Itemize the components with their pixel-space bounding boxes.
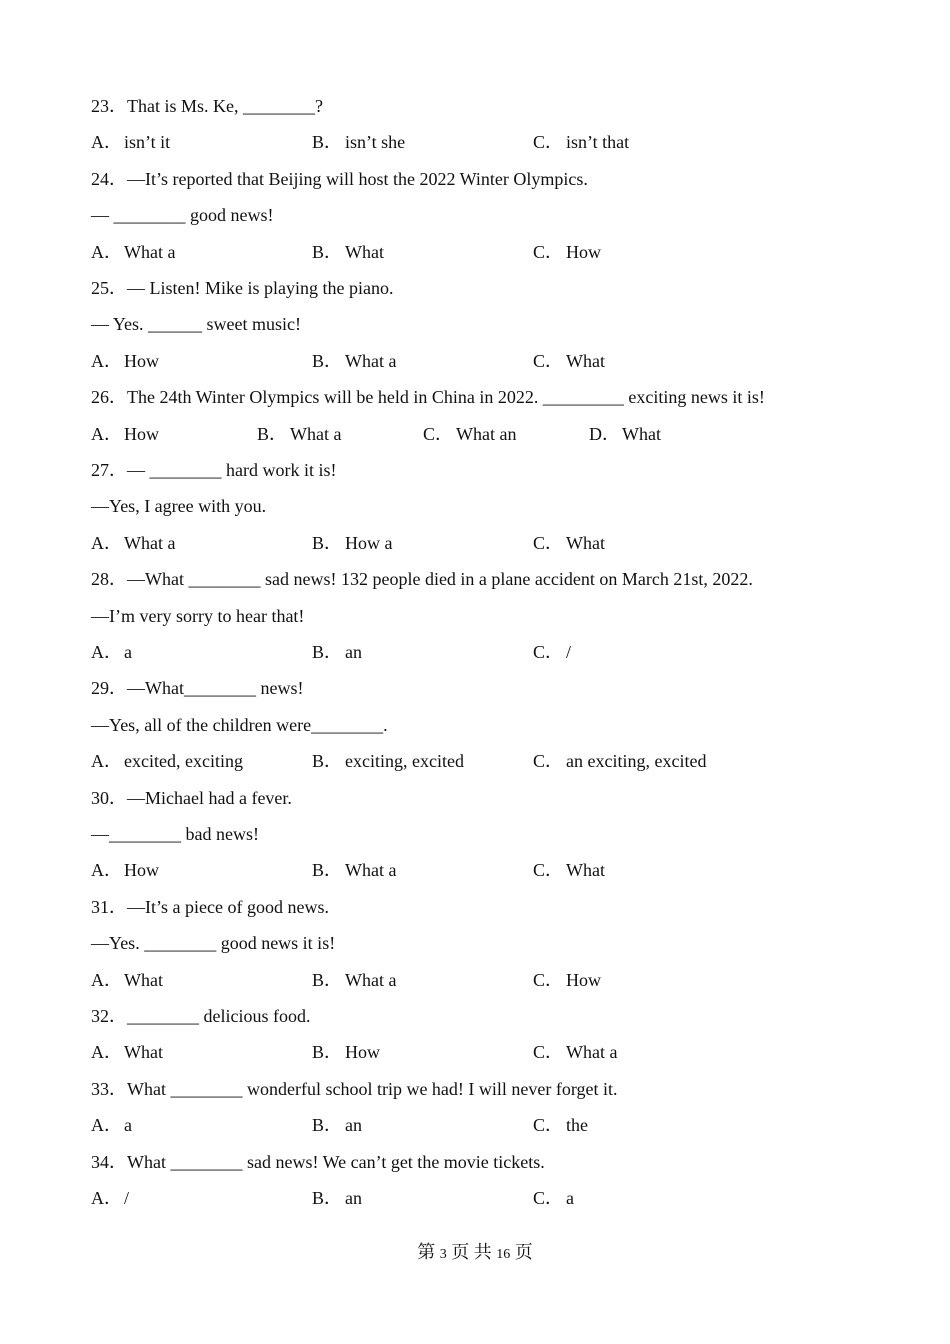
- answer-option[interactable]: [533, 968, 601, 992]
- option-text: What an: [456, 423, 517, 444]
- option-text: What: [566, 860, 605, 881]
- answer-options: [91, 130, 911, 154]
- option-text: a: [124, 642, 132, 662]
- option-text: the: [566, 1115, 588, 1136]
- question-text: That is Ms. Ke, ________?: [127, 96, 323, 116]
- answer-option[interactable]: [312, 858, 396, 882]
- option-letter: B．: [312, 642, 343, 662]
- answer-options: [91, 240, 911, 264]
- option-letter: A．: [91, 350, 122, 371]
- question-dialogue-line: [91, 494, 266, 518]
- answer-options: [91, 749, 911, 773]
- page-footer: [0, 1240, 950, 1267]
- answer-option[interactable]: [533, 240, 601, 264]
- question-stem: [91, 1004, 310, 1028]
- answer-option[interactable]: [533, 1113, 588, 1137]
- option-letter: A．: [91, 241, 122, 262]
- option-text: excited, exciting: [124, 751, 243, 772]
- option-letter: B．: [312, 1188, 343, 1208]
- answer-option[interactable]: [91, 1186, 129, 1210]
- answer-option[interactable]: [91, 749, 243, 773]
- answer-option[interactable]: [257, 422, 341, 446]
- option-letter: C．: [533, 642, 564, 662]
- option-letter: D．: [589, 423, 620, 444]
- option-letter: C．: [533, 241, 564, 262]
- answer-option[interactable]: [533, 531, 605, 555]
- option-letter: B．: [312, 1115, 343, 1136]
- question-dialogue-line: [91, 203, 274, 227]
- option-text: /: [566, 642, 572, 662]
- question-stem: [91, 94, 323, 118]
- question-text: The 24th Winter Olympics will be held in China in 2022. _________ exciting news it is!: [127, 387, 765, 408]
- answer-option[interactable]: [91, 1113, 132, 1137]
- option-text: What: [345, 241, 384, 262]
- answer-option[interactable]: [312, 1113, 362, 1137]
- option-letter: A．: [91, 860, 122, 881]
- question-number: 33．: [91, 1078, 127, 1099]
- option-letter: A．: [91, 1115, 122, 1136]
- option-text: What: [566, 532, 605, 553]
- answer-option[interactable]: [312, 531, 393, 555]
- option-letter: C．: [533, 860, 564, 881]
- option-letter: B．: [312, 1042, 343, 1063]
- option-letter: A．: [91, 1188, 122, 1208]
- answer-options: [91, 1113, 911, 1137]
- option-letter: A．: [91, 642, 122, 662]
- answer-option[interactable]: [312, 240, 384, 264]
- question-stem: [91, 786, 292, 810]
- answer-option[interactable]: [533, 1040, 617, 1064]
- option-letter: A．: [91, 969, 122, 990]
- option-letter: C．: [533, 350, 564, 371]
- option-text: What a: [124, 241, 176, 262]
- answer-option[interactable]: [533, 640, 571, 664]
- option-letter: A．: [91, 751, 122, 772]
- question-text: — ________ hard work it is!: [127, 460, 337, 480]
- option-text: How: [345, 1042, 380, 1063]
- question-text: — Yes. ______ sweet music!: [91, 314, 301, 335]
- option-text: isn’t it: [124, 132, 171, 153]
- question-stem: [91, 1150, 545, 1174]
- option-letter: B．: [257, 423, 288, 444]
- answer-option[interactable]: [91, 1040, 163, 1064]
- question-text: —What ________ sad news! 132 people died in a plane accident on March 21st, 2022.: [127, 569, 753, 590]
- question-stem: [91, 458, 336, 482]
- question-stem: [91, 676, 303, 700]
- question-dialogue-line: [91, 822, 259, 846]
- question-text: — ________ good news!: [91, 205, 274, 226]
- answer-option[interactable]: [91, 858, 159, 882]
- answer-option[interactable]: [91, 531, 175, 555]
- question-text: —It’s reported that Beijing will host the 2022 Winter Olympics.: [127, 168, 588, 189]
- option-letter: B．: [312, 751, 343, 772]
- question-text: —Michael had a fever.: [127, 787, 292, 808]
- option-letter: B．: [312, 860, 343, 881]
- option-text: What a: [124, 532, 176, 553]
- answer-option[interactable]: [91, 422, 159, 446]
- answer-option[interactable]: [423, 422, 516, 446]
- answer-option[interactable]: [312, 1040, 380, 1064]
- option-letter: C．: [533, 1042, 564, 1063]
- option-text: How a: [345, 532, 393, 553]
- answer-option[interactable]: [91, 349, 159, 373]
- question-number: 23．: [91, 96, 127, 116]
- question-text: —What________ news!: [127, 678, 304, 699]
- option-text: isn’t that: [566, 132, 630, 153]
- question-dialogue-line: [91, 931, 335, 955]
- question-number: 26．: [91, 387, 127, 408]
- answer-options: [91, 349, 911, 373]
- question-stem: [91, 567, 753, 591]
- option-letter: A．: [91, 532, 122, 553]
- answer-option[interactable]: [91, 240, 175, 264]
- option-letter: B．: [312, 241, 343, 262]
- current-page-number: 3: [439, 1247, 447, 1262]
- footer-prefix: 第: [417, 1242, 440, 1262]
- answer-option[interactable]: [533, 130, 629, 154]
- option-letter: A．: [91, 132, 122, 153]
- answer-option[interactable]: [589, 422, 661, 446]
- question-text: —________ bad news!: [91, 824, 259, 844]
- question-number: 29．: [91, 678, 127, 699]
- option-text: How: [124, 860, 159, 881]
- option-text: What a: [290, 423, 342, 444]
- answer-options: [91, 1040, 911, 1064]
- option-letter: A．: [91, 423, 122, 444]
- question-number: 28．: [91, 569, 127, 590]
- question-text: —It’s a piece of good news.: [127, 896, 329, 917]
- option-text: isn’t she: [345, 132, 406, 153]
- answer-option[interactable]: [533, 1186, 574, 1210]
- question-number: 30．: [91, 787, 127, 808]
- option-letter: B．: [312, 969, 343, 990]
- option-letter: B．: [312, 350, 343, 371]
- option-text: a: [124, 1115, 132, 1136]
- option-text: What: [124, 969, 163, 990]
- question-number: 32．: [91, 1006, 127, 1026]
- option-text: What a: [345, 860, 397, 881]
- option-text: an: [345, 1188, 362, 1208]
- option-text: What: [124, 1042, 163, 1063]
- option-text: /: [124, 1188, 130, 1208]
- question-stem: [91, 167, 588, 191]
- question-text: —Yes, all of the children were________.: [91, 714, 388, 735]
- answer-option[interactable]: [312, 349, 396, 373]
- option-text: What a: [345, 350, 397, 371]
- option-text: How: [124, 423, 159, 444]
- option-text: How: [566, 241, 601, 262]
- footer-suffix: 页: [510, 1242, 533, 1262]
- question-text: —Yes. ________ good news it is!: [91, 933, 336, 954]
- answer-option[interactable]: [312, 968, 396, 992]
- question-text: — Listen! Mike is playing the piano.: [127, 278, 394, 298]
- total-page-number: 16: [496, 1247, 511, 1262]
- option-letter: C．: [533, 969, 564, 990]
- answer-option[interactable]: [312, 749, 464, 773]
- option-text: What: [622, 423, 661, 444]
- answer-options: [91, 858, 911, 882]
- answer-options: [91, 1186, 911, 1210]
- question-stem: [91, 1077, 618, 1101]
- option-letter: C．: [533, 132, 564, 153]
- answer-option[interactable]: [91, 640, 132, 664]
- question-text: What ________ sad news! We can’t get the movie tickets.: [127, 1151, 545, 1172]
- option-letter: B．: [312, 532, 343, 553]
- option-letter: A．: [91, 1042, 122, 1063]
- answer-option[interactable]: [312, 640, 362, 664]
- answer-option[interactable]: [91, 130, 170, 154]
- option-text: a: [566, 1188, 574, 1208]
- question-text: What ________ wonderful school trip we had! I will never forget it.: [127, 1078, 618, 1099]
- answer-option[interactable]: [91, 968, 163, 992]
- question-number: 25．: [91, 278, 127, 298]
- answer-option[interactable]: [533, 749, 706, 773]
- option-letter: C．: [533, 1115, 564, 1136]
- question-text: —I’m very sorry to hear that!: [91, 605, 305, 626]
- option-text: How: [566, 969, 601, 990]
- question-number: 34．: [91, 1151, 127, 1172]
- option-text: an: [345, 1115, 362, 1136]
- answer-option[interactable]: [312, 130, 405, 154]
- option-text: What: [566, 350, 605, 371]
- answer-options: [91, 640, 911, 664]
- question-dialogue-line: [91, 312, 301, 336]
- question-text: ________ delicious food.: [127, 1006, 311, 1026]
- question-number: 31．: [91, 896, 127, 917]
- answer-options: [91, 422, 911, 446]
- answer-option[interactable]: [533, 349, 605, 373]
- question-stem: [91, 385, 765, 409]
- option-letter: C．: [533, 532, 564, 553]
- option-text: an exciting, excited: [566, 751, 707, 772]
- option-text: exciting, excited: [345, 751, 464, 772]
- option-text: What a: [566, 1042, 618, 1063]
- footer-middle: 页 共: [446, 1242, 497, 1262]
- option-letter: C．: [533, 751, 564, 772]
- option-letter: B．: [312, 132, 343, 153]
- option-letter: C．: [423, 423, 454, 444]
- option-letter: C．: [533, 1188, 564, 1208]
- option-text: an: [345, 642, 362, 662]
- question-stem: [91, 276, 393, 300]
- answer-options: [91, 968, 911, 992]
- answer-options: [91, 531, 911, 555]
- option-text: What a: [345, 969, 397, 990]
- question-dialogue-line: [91, 604, 304, 628]
- answer-option[interactable]: [312, 1186, 362, 1210]
- question-dialogue-line: [91, 713, 388, 737]
- question-number: 27．: [91, 460, 127, 480]
- answer-option[interactable]: [533, 858, 605, 882]
- question-stem: [91, 895, 329, 919]
- question-text: —Yes, I agree with you.: [91, 496, 267, 517]
- question-number: 24．: [91, 168, 127, 189]
- option-text: How: [124, 350, 159, 371]
